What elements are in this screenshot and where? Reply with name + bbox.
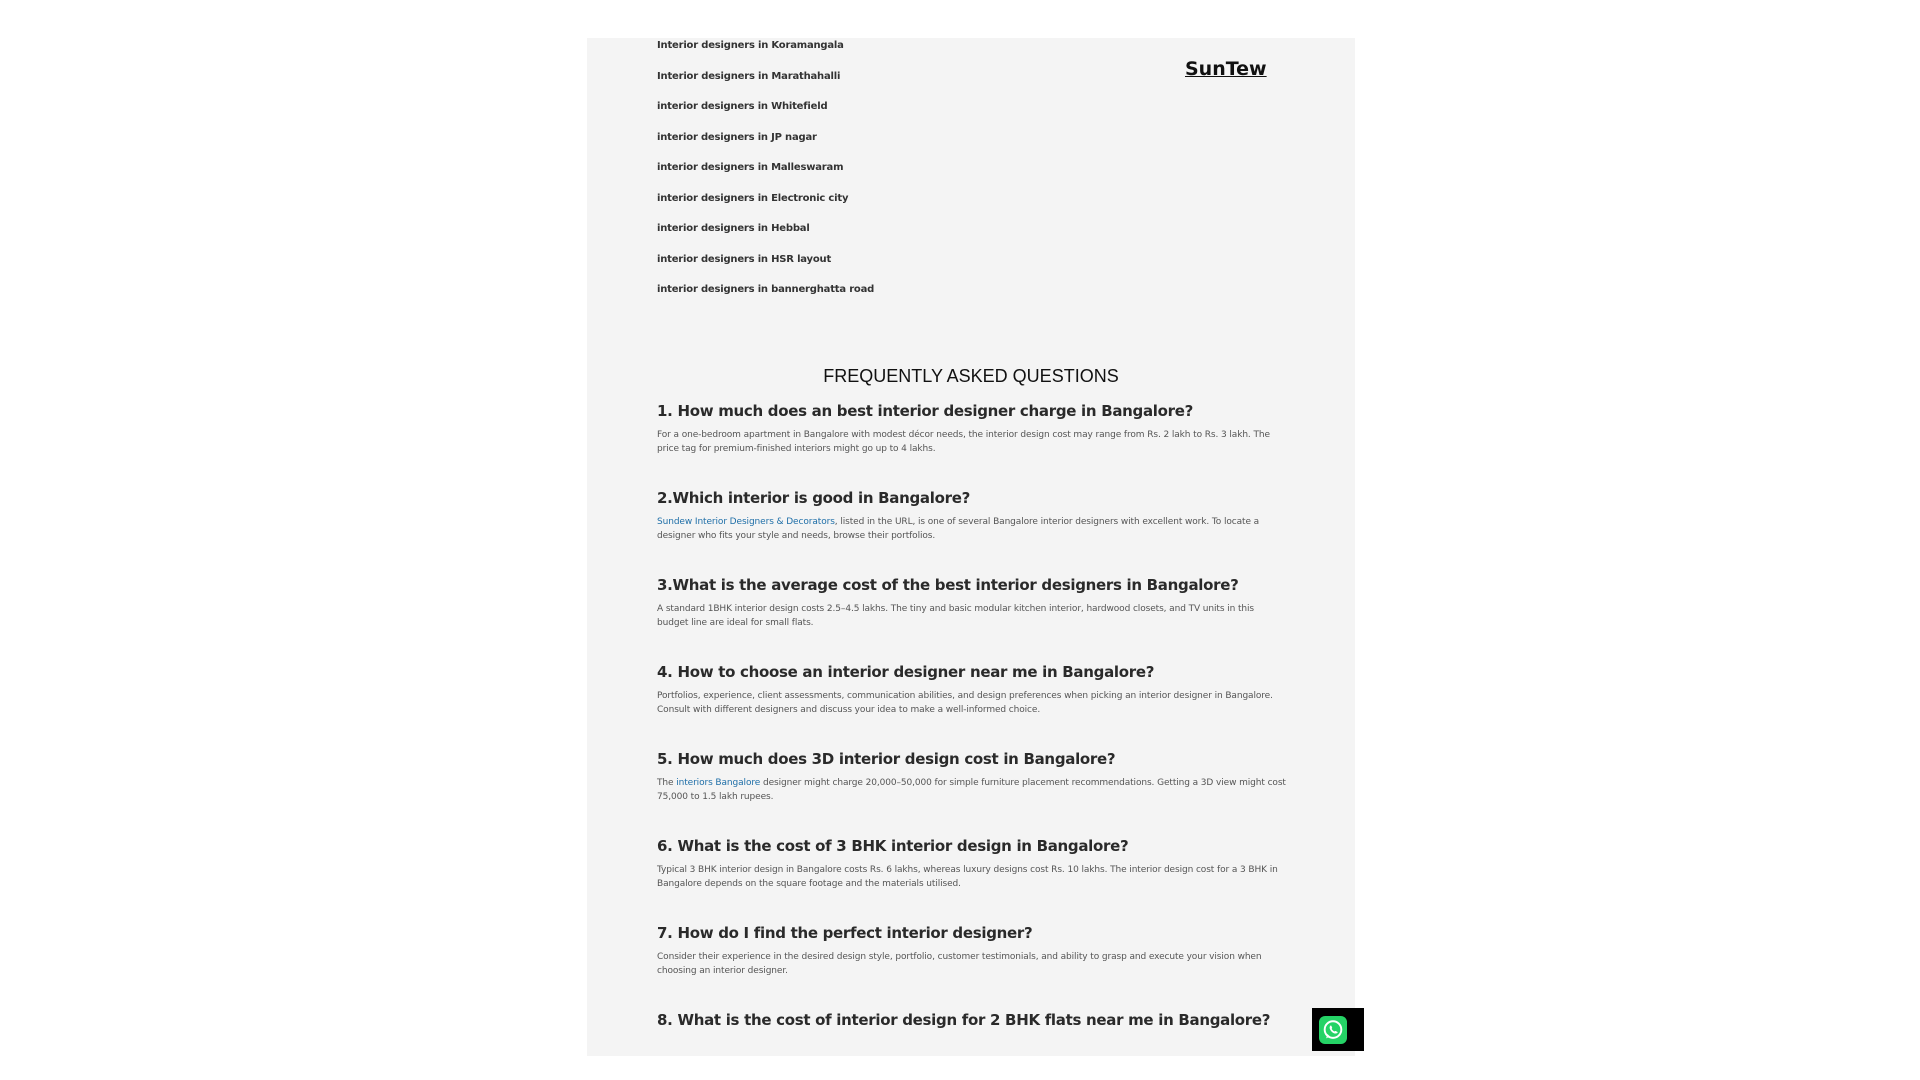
faq-answer (657, 776, 1287, 804)
location-link[interactable]: interior designers in Malleswaram (657, 162, 844, 173)
whatsapp-icon (1319, 1016, 1347, 1044)
location-link[interactable]: interior designers in bannerghatta road (657, 284, 875, 295)
location-link[interactable]: interior designers in Electronic city (657, 192, 849, 204)
faq-item (657, 836, 1287, 923)
faq-question: 7. How do I find the perfect interior designer? (657, 924, 1033, 942)
location-link[interactable]: Interior designers in Koramangala (657, 40, 844, 51)
faq-item (657, 662, 1287, 749)
faq-item (657, 575, 1287, 662)
faq-list (657, 401, 1287, 1056)
faq-item (657, 749, 1287, 836)
faq-question: 3.What is the average cost of the best interior designers in Bangalore? (657, 576, 1239, 594)
whatsapp-button[interactable] (1312, 1008, 1364, 1051)
faq-question: 8. What is the cost of interior design for 2 BHK flats near me in Bangalore? (657, 1011, 1271, 1029)
faq-answer: For a one-bedroom apartment in Bangalore with modest décor needs, the interior design cost may range from Rs. 2 lakh to Rs. 3 lakh. The price tag for premium-finished interiors might go up to 4 lakhs. (657, 430, 1270, 454)
faq-answer: Consider their experience in the desired design style, portfolio, customer testimonials, and ability to grasp and execute your vision when choosing an interior designer. (657, 952, 1262, 976)
faq-answer: Portfolios, experience, client assessments, communication abilities, and design preferences when picking an interior designer in Bangalore. Consult with different designers and discuss your idea to make a well-informed choice. (657, 691, 1273, 715)
location-link[interactable]: interior designers in Hebbal (657, 223, 810, 234)
sundew-link[interactable]: Sundew Interior Designers & Decorators (657, 517, 835, 527)
faq-question: 5. How much does 3D interior design cost in Bangalore? (657, 750, 1116, 768)
faq-item (657, 401, 1287, 488)
faq-answer (657, 515, 1287, 543)
faq-question: 4. How to choose an interior designer near me in Bangalore? (657, 663, 1155, 681)
location-links-list (657, 38, 874, 313)
faq-answer-text: designer might charge 20,000–50,000 for simple furniture placement recommendations. Getting a 3D view might cost 75,000 to 1.5 lakh rupees. (657, 778, 1286, 802)
faq-answer: A standard 1BHK interior design costs 2.5–4.5 lakhs. The tiny and basic modular kitchen interior, hardwood closets, and TV units in this budget line are ideal for small flats. (657, 604, 1254, 628)
faq-heading: FREQUENTLY ASKED QUESTIONS (823, 366, 1119, 386)
faq-question: 1. How much does an best interior designer charge in Bangalore? (657, 402, 1194, 420)
faq-answer-text: , listed in the URL, is one of several Bangalore interior designers with excellent work. To locate a designer who fits your style and needs, browse their portfolios. (657, 517, 1260, 541)
faq-answer-text: The (657, 778, 677, 788)
location-link[interactable]: interior designers in HSR layout (657, 253, 832, 265)
faq-question: 2.Which interior is good in Bangalore? (657, 489, 970, 507)
faq-answer: Typical 3 BHK interior design in Bangalore costs Rs. 6 lakhs, whereas luxury designs cost Rs. 10 lakhs. The interior design cost for a 3 BHK in Bangalore depends on the square footage and the materials utilised. (657, 865, 1278, 889)
faq-question: 6. What is the cost of 3 BHK interior design in Bangalore? (657, 837, 1129, 855)
faq-item (657, 1010, 1287, 1056)
content-panel (587, 38, 1355, 1056)
faq-item (657, 488, 1287, 575)
faq-item (657, 923, 1287, 1010)
location-link[interactable]: Interior designers in Marathahalli (657, 70, 841, 82)
location-link[interactable]: interior designers in Whitefield (657, 101, 828, 112)
brand-link[interactable]: SunTew (1185, 58, 1267, 80)
interiors-bangalore-link[interactable]: interiors Bangalore (676, 778, 761, 788)
location-link[interactable]: interior designers in JP nagar (657, 131, 817, 143)
